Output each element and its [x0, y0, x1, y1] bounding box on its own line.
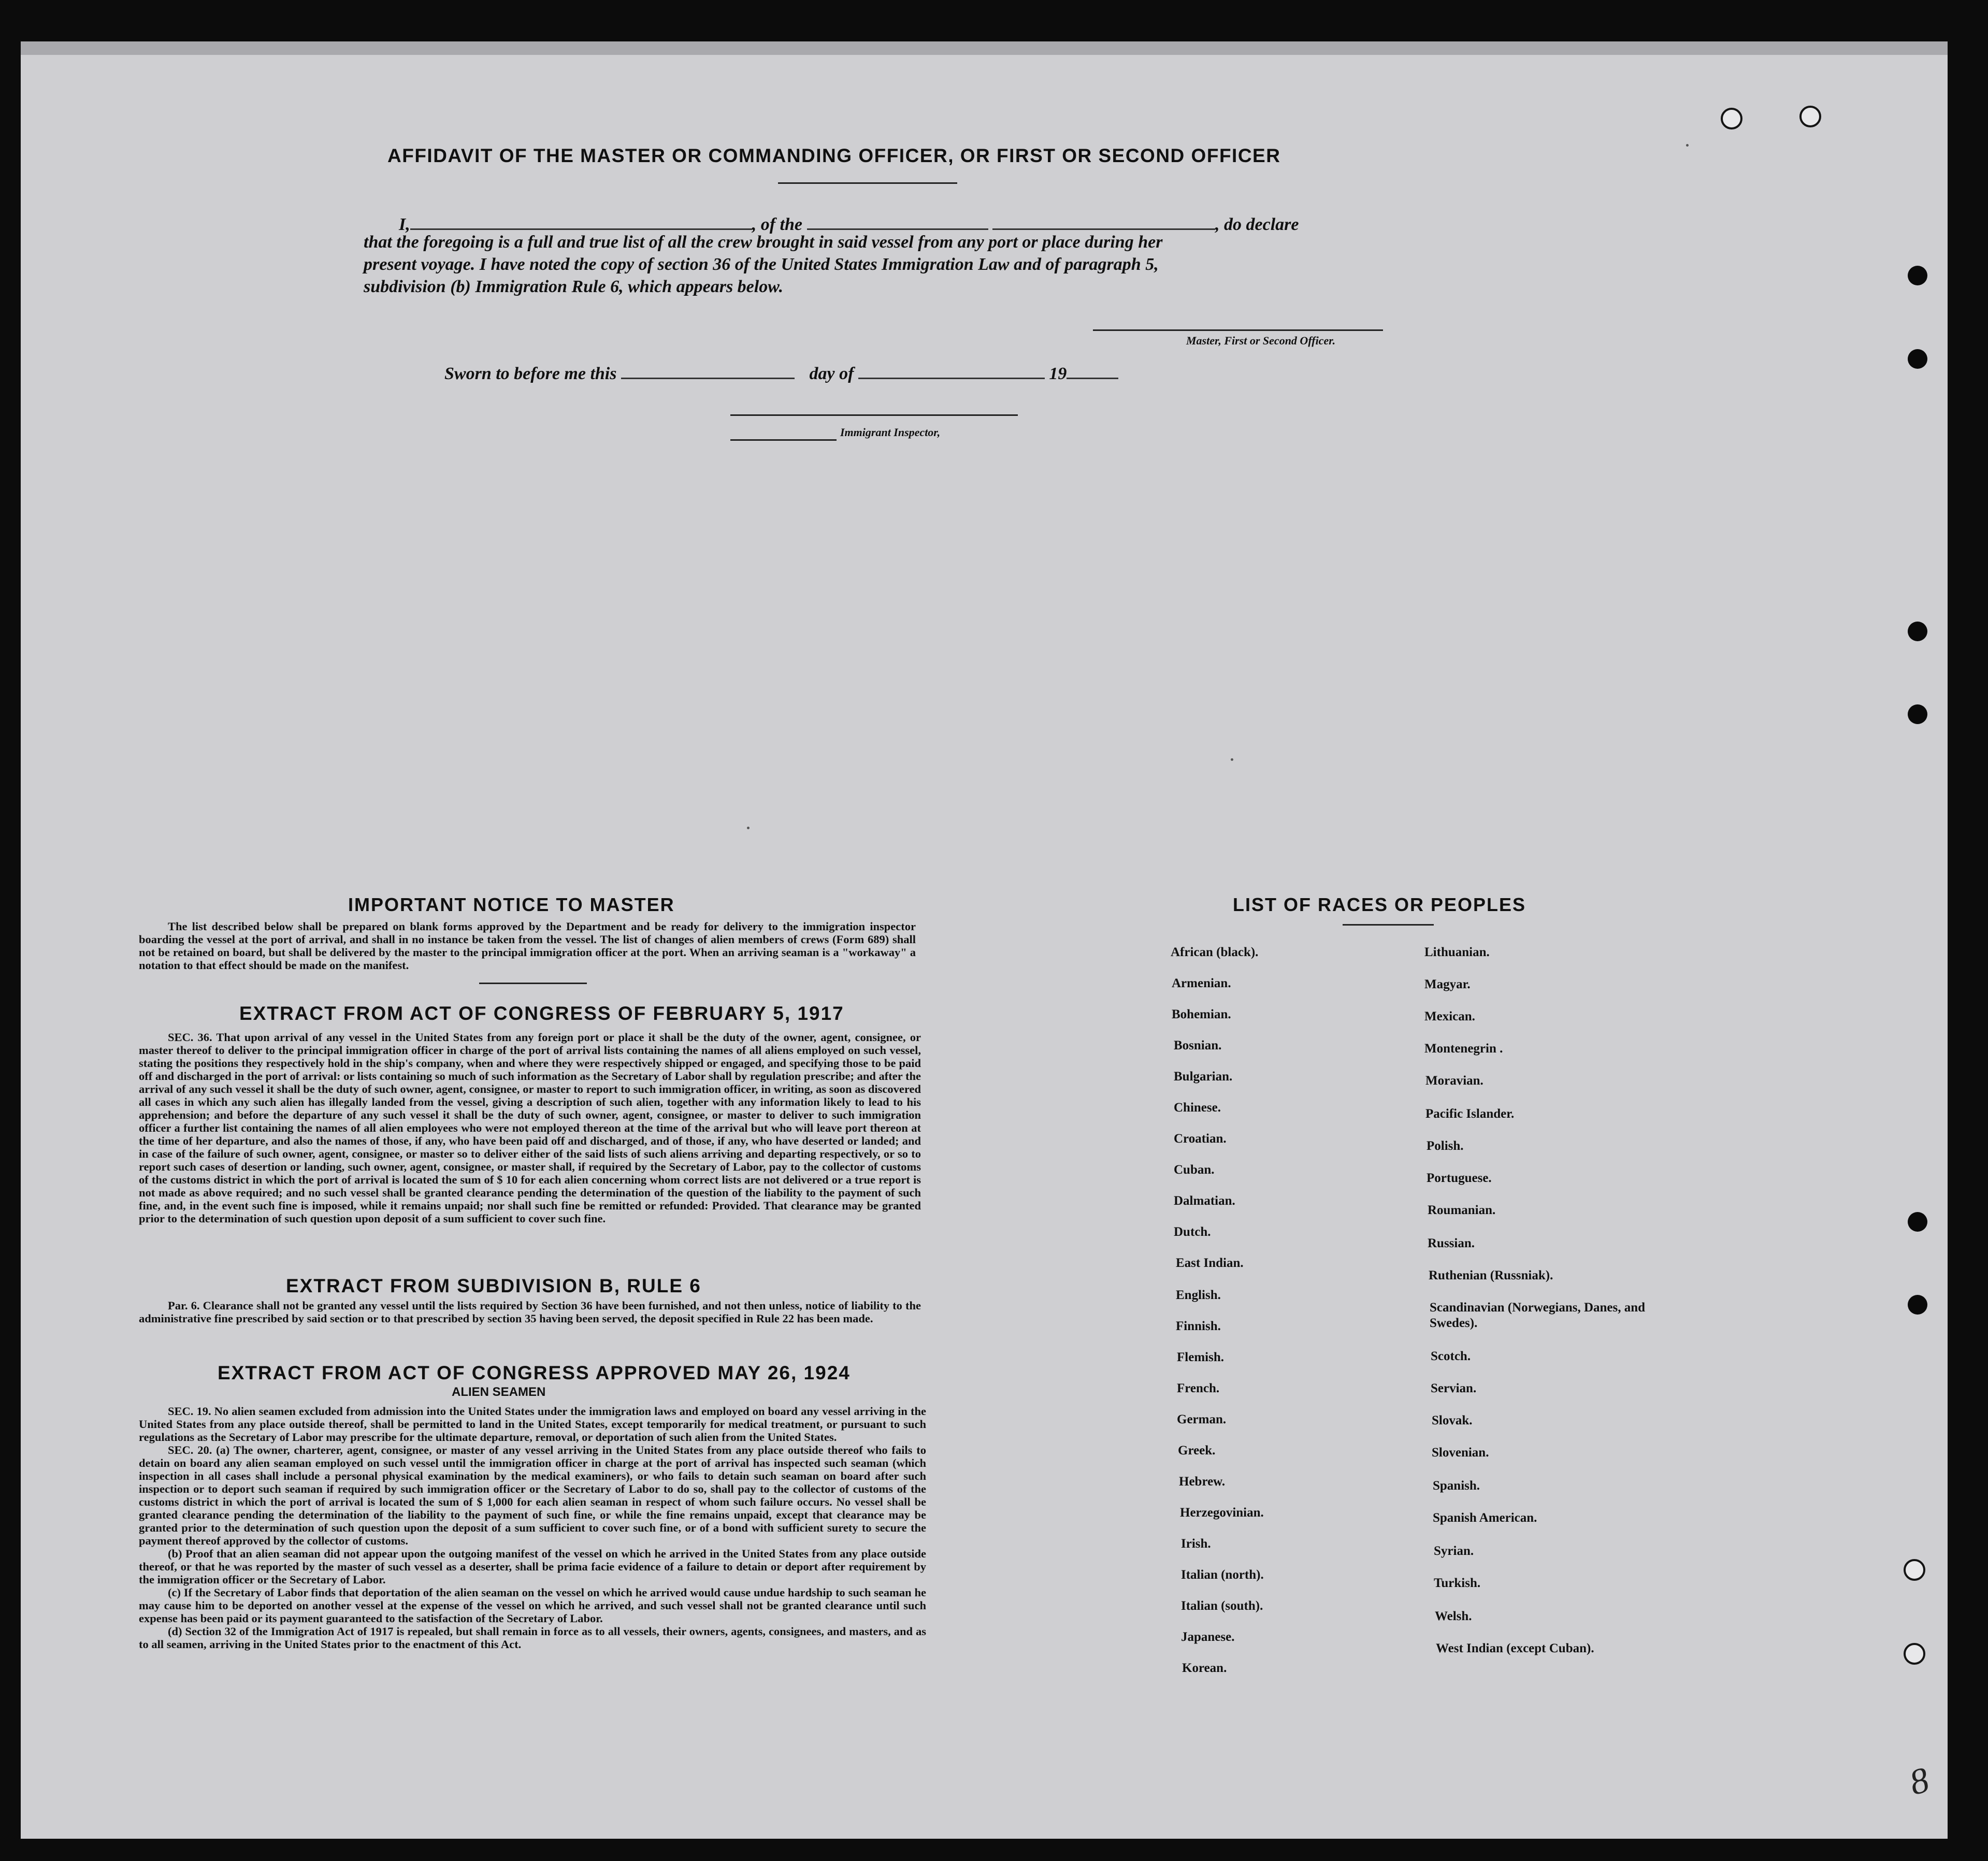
race-item: Italian (north). — [1181, 1568, 1264, 1582]
race-item: Italian (south). — [1181, 1599, 1263, 1613]
race-item: Scotch. — [1431, 1349, 1471, 1363]
race-item: French. — [1177, 1381, 1220, 1395]
race-item: Herzegovinian. — [1180, 1506, 1264, 1520]
race-item: East Indian. — [1176, 1256, 1244, 1270]
race-item: Lithuanian. — [1424, 945, 1490, 959]
sworn-month-field[interactable] — [858, 378, 1045, 379]
day-of-label: day of — [809, 364, 854, 383]
signature-caption: Master, First or Second Officer. — [1186, 334, 1336, 347]
race-item: Finnish. — [1176, 1319, 1221, 1333]
sworn-line — [444, 363, 1118, 385]
binder-hole — [1908, 1212, 1927, 1232]
race-item: Russian. — [1428, 1236, 1475, 1250]
race-item: Irish. — [1181, 1537, 1211, 1551]
notice-rule — [479, 983, 587, 984]
affidavit-title: AFFIDAVIT OF THE MASTER OR COMMANDING OFFICER, OR FIRST OR SECOND OFFICER — [387, 145, 1281, 166]
of-the-label: , of the — [752, 215, 803, 234]
race-item: Portuguese. — [1427, 1171, 1492, 1185]
race-item: Dalmatian. — [1174, 1194, 1235, 1208]
do-declare-label: , do declare — [1215, 215, 1299, 234]
race-item: Dutch. — [1174, 1225, 1211, 1239]
race-item: Slovenian. — [1432, 1446, 1489, 1460]
notice-text: The list described below shall be prepared on blank forms approved by the Department and be ready for delivery to the immigration inspector boarding the vessel at the port of arrival, and shall in no instance be taken from the vessel. The list of changes of alien members of crews (Form 689) shall not be retained on board, but shall be delivered by the master to the principal immigration officer at the port. When an arriving seaman is a "workaway" a notation to that effect should be made on the manifest. — [139, 920, 916, 972]
extract-1924-sec20c: (c) If the Secretary of Labor finds that deportation of the alien seaman on the vessel on which he arrived would cause undue hardship to such seaman he may cause him to be deported on another vessel at the expense of the vessel on which he arrived, and such vessel shall not be granted clearance until such expense has been paid or its payment guaranteed to the satisfaction of the Secretary of Labor. — [139, 1586, 926, 1625]
race-item: Cuban. — [1174, 1163, 1215, 1177]
race-item: Roumanian. — [1428, 1203, 1496, 1217]
race-item: Croatian. — [1174, 1132, 1227, 1146]
extract-1917-text: SEC. 36. That upon arrival of any vessel in the United States from any foreign port or place it shall be the duty of the owner, agent, consignee, or master thereof to deliver to the principal immigration officer in charge of the port of arrival lists containing the names of all aliens employed on such vessel, stating the positions they respectively hold in the ship's company, when and where they were respectively shipped or engaged, and specifying those to be paid off and discharged in the port of arrival: or lists containing so much of such information as the Secretary of Labor shall by regulation prescribe; and after the arrival of any such vessel it shall be the duty of such owner, agent, consignee, or master to report to such immigration officer, in writing, as soon as discovered all cases in which any such alien has illegally landed from the vessel, giving a description of such alien, together with any information likely to lead to his apprehension; and before the departure of any such vessel it shall be the duty of such owner, agent, consignee, or master to deliver to such immigration officer a further list containing the names of all alien employees who were not employed thereon at the time of the arrival but who will leave port thereon at the time of her departure, and also the names of those, if any, who have been paid off and discharged, and of those, if any, who have deserted or landed; and in case of the failure of such owner, agent, consignee, or master so to deliver either of the said lists of such aliens arriving and departing respectively, or so to report such cases of desertion or landing, such owner, agent, consignee, or master shall, if required by the Secretary of Labor, pay to the collector of customs of the customs district in which the port of arrival is located the sum of $ 10 for each alien concerning whom correct lists are not delivered or a true report is not made as above required; and no such vessel shall be granted clearance pending the determination of the question of the liability to the payment of such fine, and, in the event such fine is imposed, while it remains unpaid; nor shall such fine be remitted or refunded: Provided. That clearance may be granted prior to the determination of such question upon deposit of a sum sufficient to cover such fine. — [139, 1031, 921, 1225]
race-item: Moravian. — [1425, 1074, 1483, 1088]
race-item: Bohemian. — [1172, 1007, 1231, 1021]
race-item: Spanish American. — [1433, 1511, 1537, 1525]
race-item: Syrian. — [1434, 1544, 1474, 1558]
officer-name-field[interactable] — [410, 228, 752, 230]
extract-1924-sec20b: (b) Proof that an alien seaman did not appear upon the outgoing manifest of the vessel on which he arrived in the United States from any place outside thereof, or that he was reported by the master of such vessel as a deserter, shall be prima facie evidence of a failure to detain or deport after requirement by the immigration officer or the Secretary of Labor. — [139, 1547, 926, 1586]
binder-ring-hole — [1904, 1643, 1925, 1665]
vessel-name-field[interactable] — [807, 228, 988, 230]
race-item: West Indian (except Cuban). — [1436, 1641, 1594, 1655]
binder-ring-hole — [1721, 108, 1742, 129]
notice-title: IMPORTANT NOTICE TO MASTER — [348, 894, 675, 915]
race-item: Slovak. — [1432, 1413, 1473, 1427]
sworn-year-field[interactable] — [1067, 378, 1118, 379]
page-number-mark: 8 — [1905, 1759, 1934, 1804]
race-item: Pacific Islander. — [1425, 1107, 1515, 1121]
race-item: Ruthenian (Russniak). — [1429, 1268, 1553, 1282]
race-item: Welsh. — [1435, 1609, 1472, 1623]
race-item: Mexican. — [1424, 1009, 1475, 1023]
extract-rule6-title: EXTRACT FROM SUBDIVISION B, RULE 6 — [286, 1275, 701, 1296]
signature-line[interactable] — [1093, 329, 1383, 331]
binder-ring-hole — [1799, 106, 1821, 127]
race-item: Bulgarian. — [1174, 1070, 1233, 1084]
binder-hole — [1908, 349, 1927, 369]
race-item: Hebrew. — [1179, 1475, 1226, 1489]
races-title: LIST OF RACES OR PEOPLES — [1233, 894, 1526, 915]
vessel-name-field-2[interactable] — [992, 228, 1215, 230]
ink-speck — [747, 827, 750, 829]
race-item: Korean. — [1182, 1661, 1227, 1675]
inspector-line-1[interactable] — [730, 414, 1018, 416]
binder-hole — [1908, 622, 1927, 641]
year-prefix: 19 — [1049, 364, 1067, 383]
race-item: Scandinavian (Norwegians, Danes, and Swedes). — [1430, 1301, 1646, 1330]
race-item: Polish. — [1427, 1139, 1464, 1153]
sworn-day-field[interactable] — [621, 378, 795, 379]
sworn-label: Sworn to before me this — [444, 364, 617, 383]
extract-1924-sec20d: (d) Section 32 of the Immigration Act of 1917 is repealed, but shall remain in force as to all vessels, their owners, agents, consignees, and masters, and as to all seamen, arriving in the United States prior to the enactment of this Act. — [139, 1625, 926, 1651]
race-item: Magyar. — [1424, 977, 1471, 991]
binder-ring-hole — [1904, 1559, 1925, 1581]
race-item: Japanese. — [1181, 1630, 1235, 1644]
binder-hole — [1908, 704, 1927, 724]
race-item: Spanish. — [1433, 1479, 1480, 1493]
extract-1924-sec19: SEC. 19. No alien seamen excluded from admission into the United States under the immigration laws and employed on board any vessel arriving in the United States from any place outside thereof, shall be permitted to land in the United States, except temporarily for medical treatment, or pursuant to such regulations as the Secretary of Labor may prescribe for the ultimate departure, removal, or deportation of such alien from the United States. — [139, 1405, 926, 1444]
race-item: Chinese. — [1174, 1101, 1221, 1115]
title-rule — [778, 182, 957, 184]
extract-1924-subtitle: ALIEN SEAMEN — [452, 1385, 546, 1399]
race-item: English. — [1176, 1288, 1221, 1302]
race-item: German. — [1177, 1412, 1227, 1426]
affidavit-body-3: subdivision (b) Immigration Rule 6, which appears below. — [364, 277, 784, 296]
ink-speck — [1686, 144, 1689, 147]
extract-rule6-text: Par. 6. Clearance shall not be granted any vessel until the lists required by Section 36 have been furnished, and not then unless, notice of liability to the administrative fine prescribed by said section or to that prescribed by section 35 having been served, the deposit specified in Rule 22 has been made. — [139, 1299, 921, 1325]
race-item: African (black). — [1171, 945, 1259, 959]
extract-1917-title: EXTRACT FROM ACT OF CONGRESS OF FEBRUARY 5, 1917 — [239, 1003, 844, 1024]
races-rule — [1343, 924, 1434, 926]
race-item: Flemish. — [1177, 1350, 1224, 1364]
extract-1924-sec20a: SEC. 20. (a) The owner, charterer, agent, consignee, or master of any vessel arriving in the United States from any place outside thereof who fails to detain on board any alien seaman employed on such vessel until the immigration officer in charge at the port of arrival has inspected such seaman (which inspection in all cases shall include a personal physical examination by the medical examiners), or who fails to detain such seaman on board after such inspection or to deport such seaman if required by such immigration officer or the Secretary of Labor to do so, shall pay to the collector of customs of the customs district in which the port of arrival is located the sum of $ 1,000 for each alien seaman in respect of whom such failure occurs. No vessel shall be granted clearance pending the determination of the liability to the payment of such fine, or while the fine remains unpaid, except that clearance may be granted prior to the determination of such question upon the deposit of a sum sufficient to cover such fine, or of a bond with sufficient surety to secure the payment thereof approved by the collector of customs. — [139, 1444, 926, 1547]
race-item: Turkish. — [1434, 1576, 1481, 1590]
race-item: Armenian. — [1172, 976, 1231, 990]
inspector-caption: Immigrant Inspector, — [840, 426, 941, 439]
affidavit-body-1: that the foregoing is a full and true list of all the crew brought in said vessel from any port or place during her — [364, 233, 1163, 252]
race-item: Montenegrin . — [1424, 1042, 1503, 1056]
ink-speck — [1231, 758, 1233, 761]
affidavit-body-2: present voyage. I have noted the copy of section 36 of the United States Immigration Law and of paragraph 5, — [364, 255, 1159, 274]
binder-hole — [1908, 1295, 1927, 1315]
inspector-line-2[interactable] — [730, 439, 837, 441]
extract-1924-title: EXTRACT FROM ACT OF CONGRESS APPROVED MAY 26, 1924 — [218, 1362, 851, 1383]
extract-1924-text — [139, 1405, 926, 1651]
race-item: Bosnian. — [1174, 1038, 1222, 1052]
race-item: Servian. — [1431, 1381, 1477, 1395]
i-label: I, — [399, 215, 410, 234]
page-top-edge — [21, 41, 1948, 55]
binder-hole — [1908, 266, 1927, 285]
race-item: Greek. — [1178, 1444, 1216, 1458]
